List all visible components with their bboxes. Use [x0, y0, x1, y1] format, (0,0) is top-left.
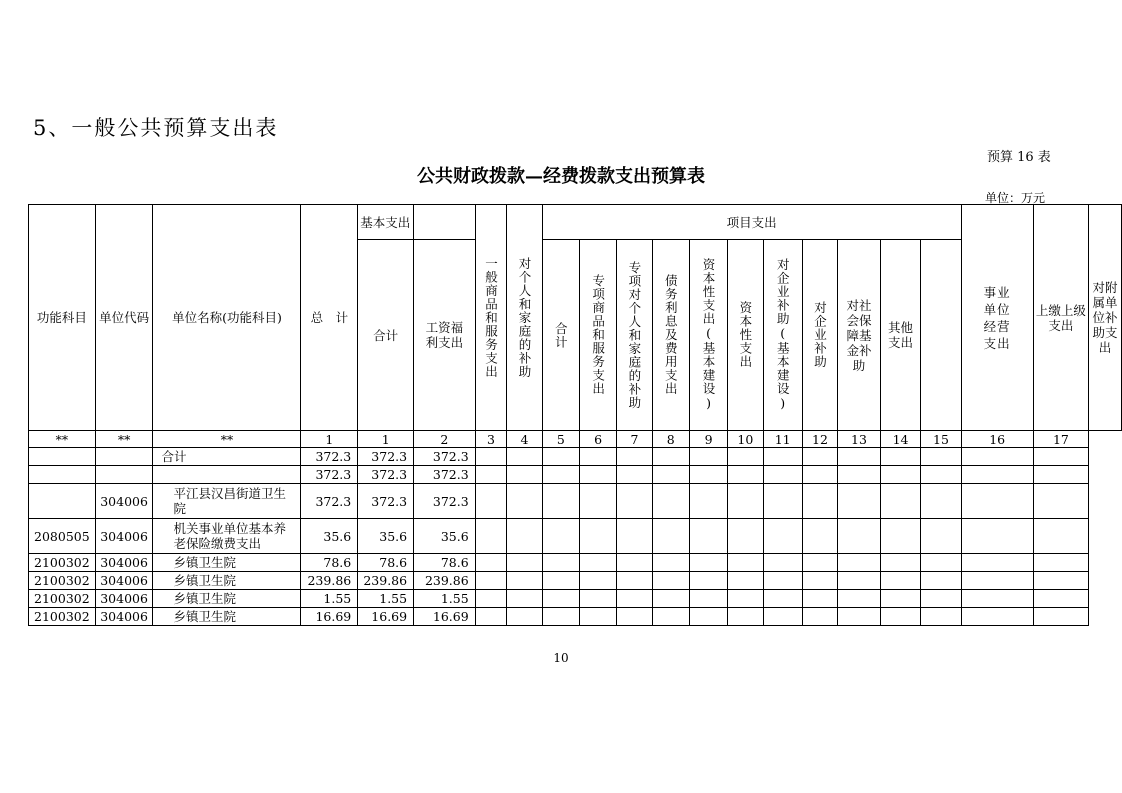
cell-total: 78.6: [301, 554, 358, 572]
cell-empty: [542, 572, 579, 590]
cell-empty: [652, 448, 689, 466]
cell-empty: [880, 590, 921, 608]
cell-empty: [728, 608, 763, 626]
cell-empty: [507, 484, 542, 519]
cell-empty: [763, 466, 802, 484]
cell-empty: [763, 590, 802, 608]
cell-unit-code: 304006: [95, 519, 153, 554]
cell-empty: [728, 519, 763, 554]
header-capital: 资本性支出: [728, 240, 763, 431]
cell-empty: [921, 554, 961, 572]
cell-empty: [475, 466, 507, 484]
cell-empty: [838, 466, 881, 484]
cell-empty: [579, 484, 616, 519]
cell-salary: 239.86: [414, 572, 476, 590]
cell-empty: [921, 519, 961, 554]
cell-empty: [838, 519, 881, 554]
header-project-group: 项目支出: [542, 205, 961, 240]
header-social-security: 对社会保障基金补助: [838, 240, 881, 431]
table-number: 预算 16 表: [987, 150, 1051, 165]
cell-empty: [802, 608, 837, 626]
cell-empty: [689, 554, 727, 572]
cell-empty: [880, 572, 921, 590]
cell-empty: [507, 466, 542, 484]
cell-empty: [617, 554, 652, 572]
cell-total: 372.3: [301, 484, 358, 519]
cell-empty: [921, 484, 961, 519]
cell-empty: [728, 484, 763, 519]
cell-total: 1.55: [301, 590, 358, 608]
cell-empty: [475, 484, 507, 519]
header-other: 其他支出: [880, 240, 921, 431]
index-cell: 14: [880, 431, 921, 448]
cell-empty: [763, 572, 802, 590]
cell-empty: [689, 448, 727, 466]
cell-empty: [921, 590, 961, 608]
cell-empty: [507, 590, 542, 608]
cell-empty: [617, 590, 652, 608]
cell-basic-total: 372.3: [358, 448, 414, 466]
cell-empty: [1033, 608, 1088, 626]
header-unit-code: 单位代码: [95, 205, 153, 431]
cell-empty: [507, 572, 542, 590]
page-number: 10: [553, 651, 569, 665]
cell-basic-total: 372.3: [358, 484, 414, 519]
cell-unit-code: 304006: [95, 554, 153, 572]
cell-empty: [579, 466, 616, 484]
cell-empty: [802, 590, 837, 608]
table-row: [29, 554, 1122, 572]
cell-salary: 372.3: [414, 484, 476, 519]
cell-empty: [652, 484, 689, 519]
cell-empty: [617, 519, 652, 554]
cell-unit-code: [95, 448, 153, 466]
cell-func-subject: 2100302: [29, 590, 96, 608]
header-debt-interest: 债务利息及费用支出: [652, 240, 689, 431]
cell-salary: 16.69: [414, 608, 476, 626]
cell-empty: [617, 448, 652, 466]
cell-empty: [728, 590, 763, 608]
cell-empty: [617, 572, 652, 590]
cell-unit-code: 304006: [95, 572, 153, 590]
header-basic-total: 合计: [358, 240, 414, 431]
cell-total: 372.3: [301, 448, 358, 466]
cell-salary: 78.6: [414, 554, 476, 572]
cell-empty: [802, 448, 837, 466]
cell-empty: [728, 554, 763, 572]
cell-empty: [838, 608, 881, 626]
cell-salary: 372.3: [414, 448, 476, 466]
header-upper-payment: 上缴上级支出: [1033, 205, 1088, 431]
cell-basic-total: 16.69: [358, 608, 414, 626]
cell-empty: [579, 519, 616, 554]
cell-unit-code: [95, 466, 153, 484]
cell-empty: [475, 590, 507, 608]
cell-salary: 1.55: [414, 590, 476, 608]
cell-empty: [652, 519, 689, 554]
cell-empty: [921, 572, 961, 590]
header-enterprise: 对企业补助: [802, 240, 837, 431]
table-row: [29, 519, 1122, 554]
index-cell: 17: [1033, 431, 1088, 448]
header-family-subsidy: 对个人和家庭的补助: [507, 205, 542, 431]
cell-empty: [802, 572, 837, 590]
index-cell: 7: [617, 431, 652, 448]
table-row: [29, 484, 1122, 519]
index-cell: **: [153, 431, 301, 448]
header-business-unit: 事业单位经营支出: [961, 205, 1033, 431]
cell-unit-name: 合计: [153, 448, 301, 466]
cell-empty: [507, 554, 542, 572]
cell-empty: [961, 484, 1033, 519]
cell-unit-code: 304006: [95, 590, 153, 608]
cell-empty: [838, 484, 881, 519]
cell-unit-name: 乡镇卫生院: [153, 554, 301, 572]
cell-empty: [921, 466, 961, 484]
cell-empty: [507, 448, 542, 466]
table-row: [29, 590, 1122, 608]
cell-empty: [1033, 590, 1088, 608]
cell-empty: [961, 466, 1033, 484]
cell-empty: [961, 572, 1033, 590]
cell-empty: [1033, 466, 1088, 484]
cell-empty: [838, 448, 881, 466]
cell-unit-name: [153, 466, 301, 484]
cell-empty: [921, 448, 961, 466]
cell-empty: [652, 572, 689, 590]
cell-empty: [961, 590, 1033, 608]
budget-table: [28, 204, 1122, 626]
table-row: [29, 448, 1122, 466]
cell-empty: [475, 519, 507, 554]
index-row: [29, 431, 1122, 448]
index-cell: 2: [414, 431, 476, 448]
cell-empty: [617, 484, 652, 519]
cell-empty: [542, 466, 579, 484]
cell-empty: [579, 448, 616, 466]
cell-empty: [1033, 572, 1088, 590]
header-proj-total: 合计: [542, 240, 579, 431]
cell-empty: [475, 572, 507, 590]
cell-empty: [689, 590, 727, 608]
cell-salary: 372.3: [414, 466, 476, 484]
cell-empty: [728, 448, 763, 466]
cell-empty: [880, 519, 921, 554]
cell-func-subject: 2100302: [29, 554, 96, 572]
cell-empty: [542, 448, 579, 466]
cell-empty: [579, 590, 616, 608]
cell-empty: [838, 572, 881, 590]
cell-empty: [542, 519, 579, 554]
cell-empty: [838, 554, 881, 572]
index-cell: 10: [728, 431, 763, 448]
cell-empty: [921, 608, 961, 626]
index-cell: 9: [689, 431, 727, 448]
cell-empty: [689, 572, 727, 590]
cell-empty: [763, 608, 802, 626]
index-cell: **: [29, 431, 96, 448]
cell-basic-total: 372.3: [358, 466, 414, 484]
table-body: [29, 448, 1122, 626]
cell-empty: [652, 608, 689, 626]
cell-basic-total: 78.6: [358, 554, 414, 572]
header-total: 总 计: [301, 205, 358, 431]
cell-unit-name: 平江县汉昌街道卫生院: [153, 484, 301, 519]
cell-empty: [542, 484, 579, 519]
cell-empty: [763, 519, 802, 554]
index-cell: 8: [652, 431, 689, 448]
cell-empty: [802, 519, 837, 554]
cell-empty: [475, 554, 507, 572]
cell-empty: [542, 590, 579, 608]
unit-label: 单位：万元: [985, 191, 1046, 205]
header-enterprise-basic: 对企业补助(基本建设): [763, 240, 802, 431]
cell-func-subject: [29, 448, 96, 466]
index-cell: **: [95, 431, 153, 448]
index-cell: 4: [507, 431, 542, 448]
cell-empty: [728, 466, 763, 484]
cell-func-subject: [29, 484, 96, 519]
main-title: 公共财政拨款—经费拨款支出预算表: [417, 166, 705, 187]
cell-empty: [838, 590, 881, 608]
cell-empty: [1033, 484, 1088, 519]
index-cell: 1: [358, 431, 414, 448]
cell-empty: [880, 466, 921, 484]
cell-empty: [652, 554, 689, 572]
cell-unit-code: 304006: [95, 608, 153, 626]
cell-empty: [880, 608, 921, 626]
index-cell: 12: [802, 431, 837, 448]
index-cell: 3: [475, 431, 507, 448]
cell-empty: [728, 572, 763, 590]
cell-empty: [617, 608, 652, 626]
cell-empty: [880, 484, 921, 519]
cell-empty: [1033, 554, 1088, 572]
cell-empty: [961, 519, 1033, 554]
cell-func-subject: 2100302: [29, 572, 96, 590]
index-cell: 15: [921, 431, 961, 448]
header-special-family: 专项对个人和家庭的补助: [617, 240, 652, 431]
cell-salary: 35.6: [414, 519, 476, 554]
header-func-subject: 功能科目: [29, 205, 96, 431]
cell-empty: [652, 590, 689, 608]
table-row: [29, 572, 1122, 590]
cell-func-subject: 2100302: [29, 608, 96, 626]
cell-empty: [880, 448, 921, 466]
cell-empty: [689, 519, 727, 554]
cell-empty: [1033, 448, 1088, 466]
cell-unit-name: 乡镇卫生院: [153, 608, 301, 626]
cell-unit-name: 乡镇卫生院: [153, 590, 301, 608]
cell-func-subject: 2080505: [29, 519, 96, 554]
index-cell: 1: [301, 431, 358, 448]
index-cell: 16: [961, 431, 1033, 448]
header-goods-services: 一般商品和服务支出: [475, 205, 507, 431]
cell-total: 239.86: [301, 572, 358, 590]
cell-empty: [802, 466, 837, 484]
cell-basic-total: 35.6: [358, 519, 414, 554]
header-row-1: [29, 205, 1122, 240]
cell-empty: [507, 608, 542, 626]
table-row: [29, 608, 1122, 626]
cell-func-subject: [29, 466, 96, 484]
cell-empty: [961, 608, 1033, 626]
cell-empty: [689, 484, 727, 519]
cell-empty: [617, 466, 652, 484]
index-cell: 13: [838, 431, 881, 448]
cell-empty: [961, 554, 1033, 572]
cell-empty: [542, 554, 579, 572]
header-affiliated: 对附属单位补助支出: [1089, 205, 1122, 431]
cell-empty: [802, 554, 837, 572]
cell-unit-name: 乡镇卫生院: [153, 572, 301, 590]
header-basic-group-blank: [414, 205, 476, 240]
cell-empty: [763, 484, 802, 519]
cell-empty: [689, 608, 727, 626]
cell-unit-code: 304006: [95, 484, 153, 519]
header-unit-name: 单位名称(功能科目): [153, 205, 301, 431]
header-special-goods: 专项商品和服务支出: [579, 240, 616, 431]
cell-empty: [763, 554, 802, 572]
cell-empty: [802, 484, 837, 519]
cell-empty: [1033, 519, 1088, 554]
cell-empty: [763, 448, 802, 466]
cell-basic-total: 239.86: [358, 572, 414, 590]
cell-basic-total: 1.55: [358, 590, 414, 608]
cell-empty: [475, 608, 507, 626]
cell-total: 16.69: [301, 608, 358, 626]
table-row: [29, 466, 1122, 484]
cell-total: 35.6: [301, 519, 358, 554]
cell-empty: [507, 519, 542, 554]
cell-empty: [652, 466, 689, 484]
header-salary: 工资福利支出: [414, 240, 476, 431]
cell-empty: [579, 572, 616, 590]
header-basic-group: 基本支出: [358, 205, 414, 240]
cell-empty: [689, 466, 727, 484]
cell-empty: [579, 554, 616, 572]
section-title: 5、一般公共预算支出表: [33, 116, 279, 140]
cell-empty: [880, 554, 921, 572]
index-cell: 6: [579, 431, 616, 448]
cell-empty: [542, 608, 579, 626]
cell-empty: [579, 608, 616, 626]
index-cell: 5: [542, 431, 579, 448]
index-cell: 11: [763, 431, 802, 448]
cell-unit-name: 机关事业单位基本养老保险缴费支出: [153, 519, 301, 554]
cell-empty: [961, 448, 1033, 466]
cell-total: 372.3: [301, 466, 358, 484]
header-capital-basic: 资本性支出(基本建设): [689, 240, 727, 431]
cell-empty: [475, 448, 507, 466]
